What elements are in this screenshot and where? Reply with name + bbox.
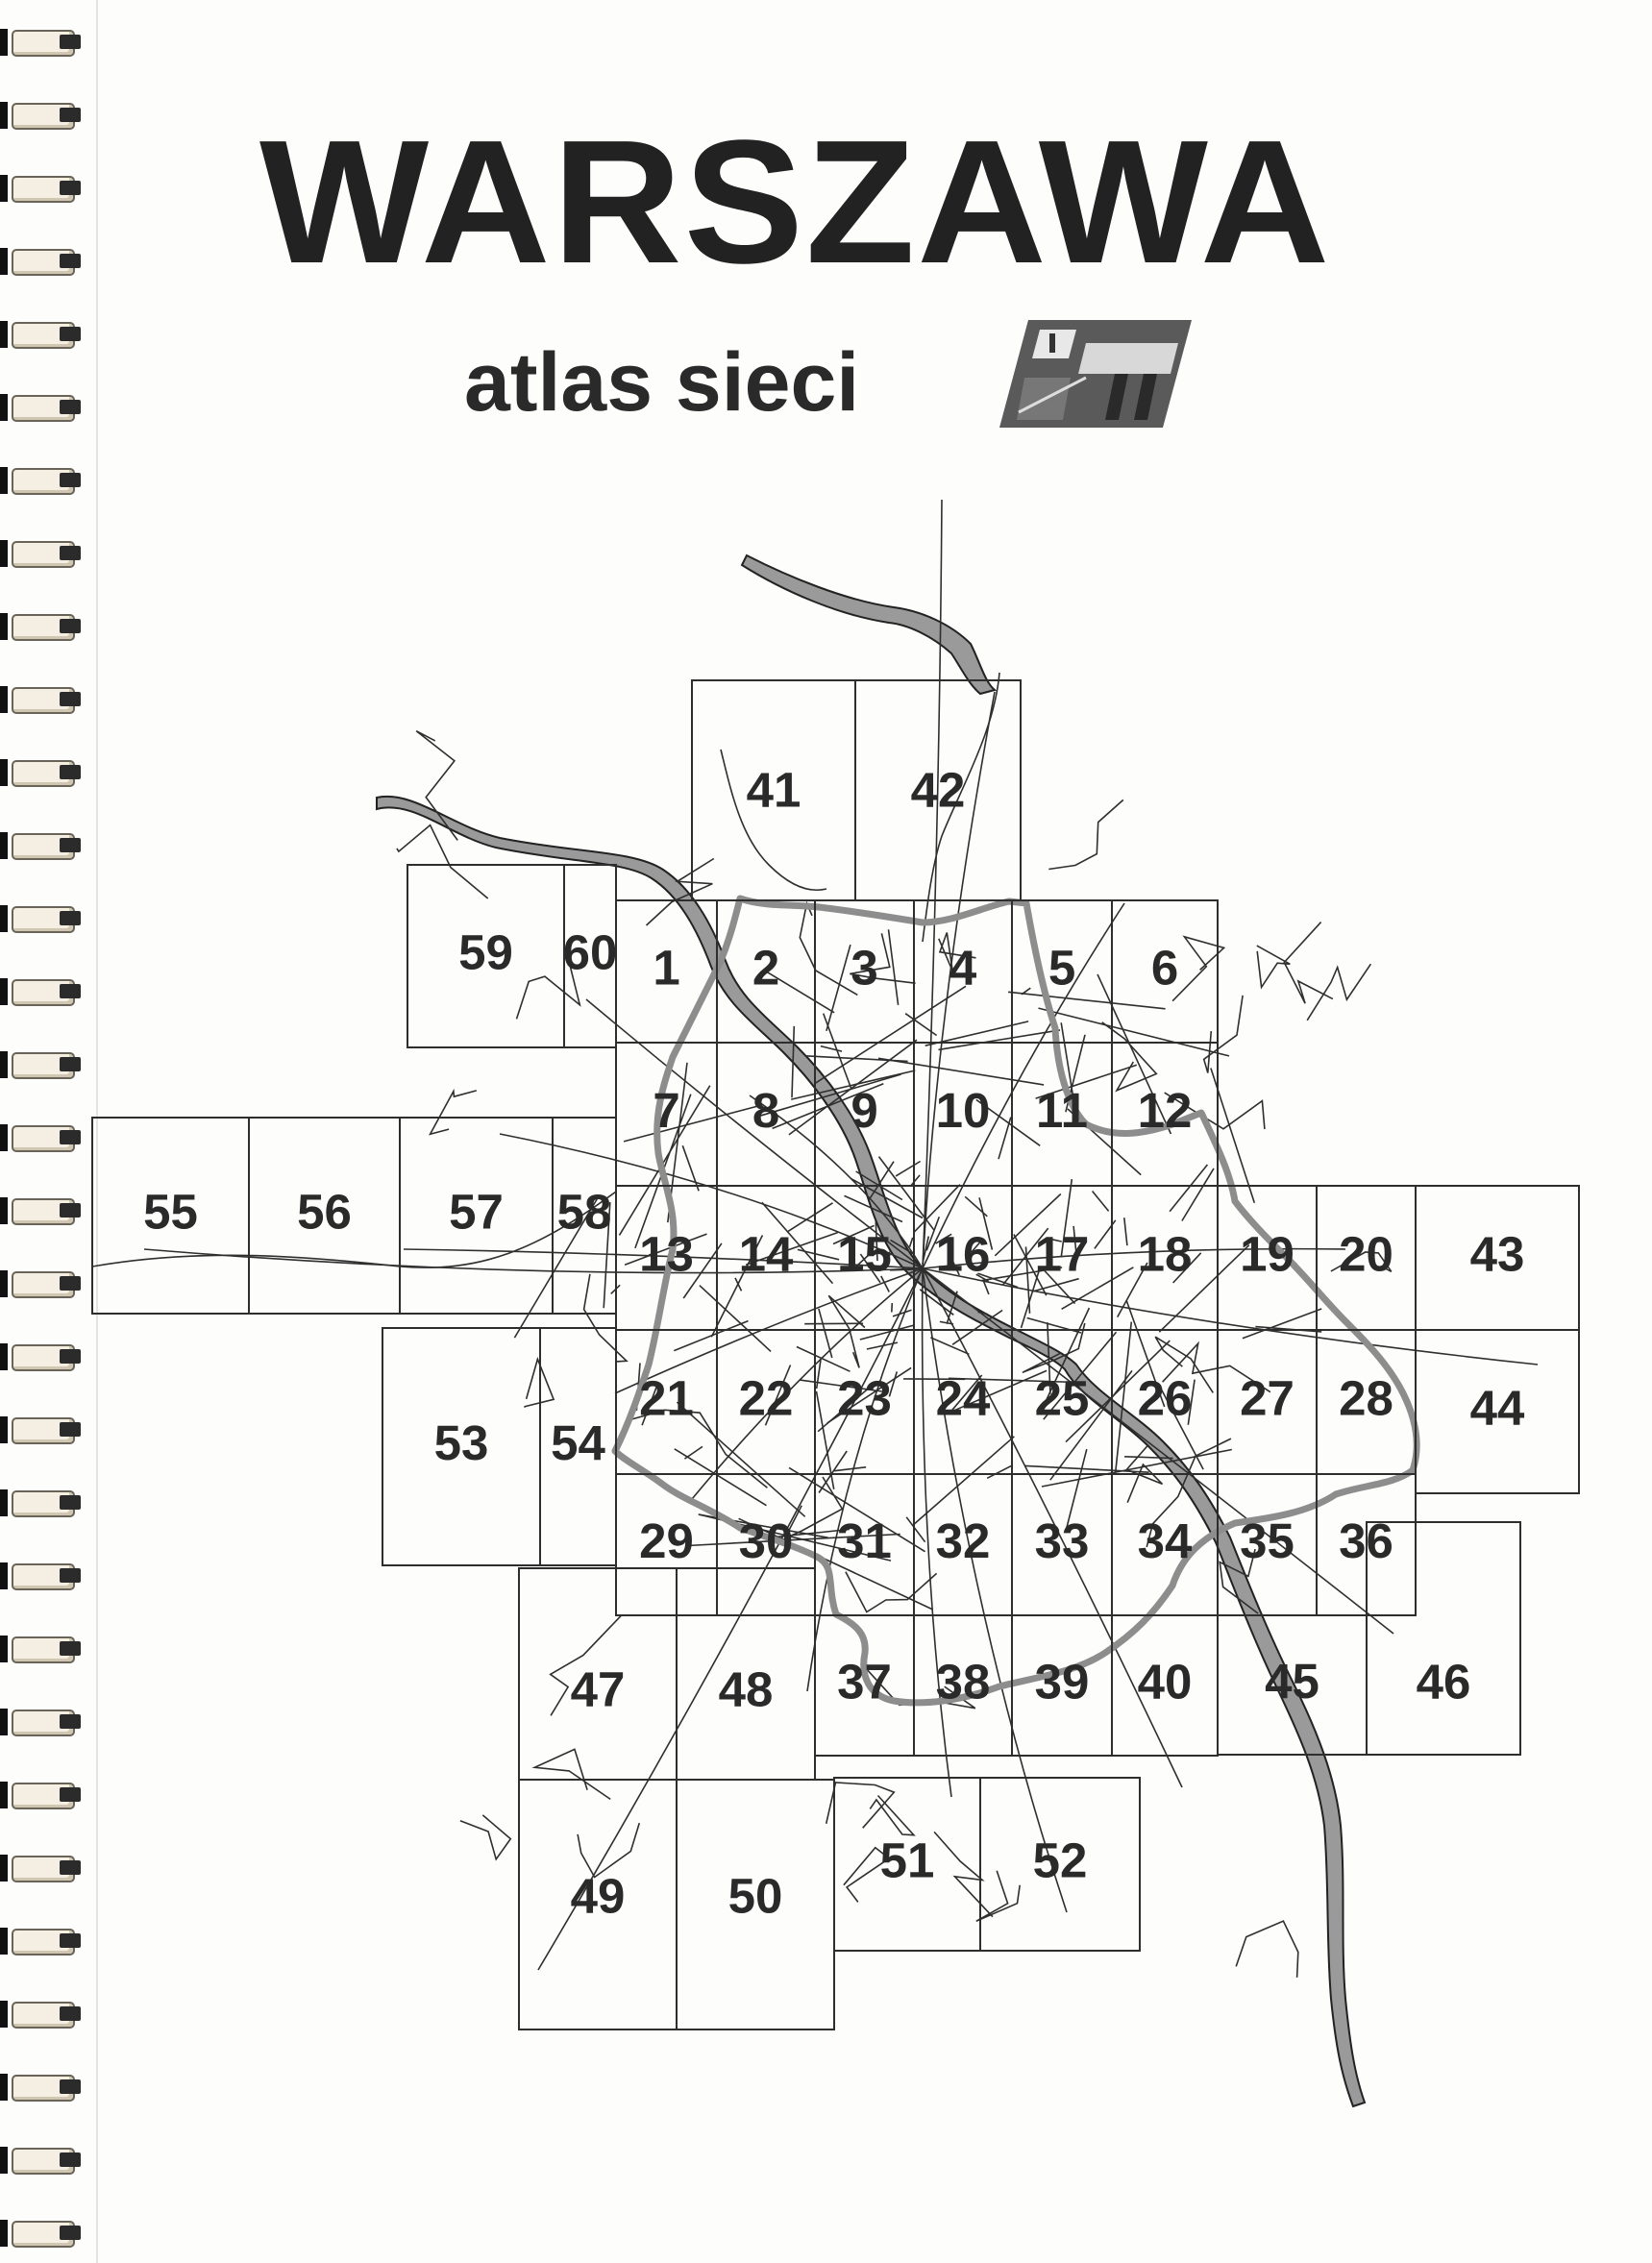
sheet-label: 42 [910, 762, 966, 818]
atlas-title: WARSZAWA [259, 103, 1332, 300]
sheet-label: 22 [738, 1370, 794, 1426]
road-segment [1093, 1192, 1109, 1212]
sheet-label: 37 [837, 1654, 892, 1710]
road-segment [923, 1268, 1538, 1365]
road-segment [525, 1359, 555, 1407]
sheet-label: 57 [449, 1184, 504, 1240]
road-segment [1257, 946, 1291, 987]
sheet-label: 52 [1032, 1833, 1088, 1888]
road-segment [431, 1091, 477, 1134]
sheet-label: 11 [1036, 1082, 1088, 1138]
sheet-label: 51 [879, 1833, 935, 1888]
road-segment [1243, 1309, 1321, 1339]
sheet-label: 59 [458, 924, 513, 980]
sheet-label: 47 [570, 1661, 626, 1717]
map-sheet-30[interactable] [717, 1474, 815, 1615]
sheet-label: 28 [1339, 1370, 1393, 1426]
road-segment [828, 1295, 865, 1367]
road-segment [460, 1815, 510, 1859]
sheet-label: 30 [738, 1513, 794, 1568]
map-sheet-51[interactable] [834, 1778, 980, 1951]
road-segment [910, 1238, 913, 1247]
map-sheet-49[interactable] [519, 1780, 677, 2029]
sheet-label: 8 [752, 1082, 780, 1138]
road-segment [892, 1303, 893, 1312]
road-segment [913, 1437, 1014, 1525]
sheet-label: 12 [1137, 1082, 1193, 1138]
map-sheet-52[interactable] [980, 1778, 1140, 1951]
sheet-label: 49 [570, 1868, 626, 1924]
sheet-label: 4 [949, 940, 977, 996]
map-sheet-55[interactable] [92, 1118, 249, 1314]
map-sheet-50[interactable] [677, 1780, 834, 2029]
sheet-label: 17 [1034, 1226, 1090, 1282]
map-sheet-19[interactable] [1218, 1186, 1317, 1330]
sheet-label: 29 [639, 1513, 694, 1568]
sheet-label: 56 [297, 1184, 352, 1240]
sheet-label: 27 [1240, 1370, 1294, 1426]
map-sheet-21[interactable] [616, 1330, 717, 1474]
road-segment [819, 1309, 832, 1358]
sheet-label: 54 [551, 1414, 605, 1470]
map-sheet-42[interactable] [855, 680, 1021, 900]
sheet-label: 41 [746, 762, 801, 818]
road-segment [817, 1360, 821, 1389]
boundary-line [615, 898, 1417, 1703]
sheet-label: 32 [935, 1513, 991, 1568]
sheet-label: 50 [727, 1868, 783, 1924]
road-segment [893, 1310, 912, 1316]
map-sheet-53[interactable] [382, 1328, 540, 1565]
sheet-label: 46 [1416, 1654, 1471, 1710]
road-segment [846, 1572, 937, 1612]
road-segment [1008, 992, 1166, 1009]
road-segment [906, 1517, 925, 1542]
sheet-label: 5 [1048, 940, 1076, 996]
sheet-label: 3 [851, 940, 878, 996]
sheet-label: 9 [851, 1082, 878, 1138]
sheet-label: 25 [1034, 1370, 1090, 1426]
sheet-label: 21 [639, 1370, 694, 1426]
map-sheet-44[interactable] [1416, 1330, 1579, 1493]
road-segment [684, 1446, 703, 1459]
sheet-label: 35 [1240, 1513, 1294, 1568]
road-segment [1172, 937, 1224, 1001]
sheet-label: 20 [1339, 1226, 1393, 1282]
atlas-subtitle: atlas sieci [464, 336, 860, 429]
sheet-label: 38 [935, 1654, 991, 1710]
sheet-label: 1 [653, 940, 680, 996]
road-segment [1124, 1218, 1127, 1245]
road-segment [834, 1467, 866, 1471]
road-segment [890, 1269, 917, 1270]
sheet-label: 6 [1150, 940, 1179, 996]
road-segment [674, 1321, 748, 1351]
sheet-label: 23 [837, 1370, 892, 1426]
sheet-label: 31 [837, 1513, 892, 1568]
sheet-label: 33 [1034, 1513, 1090, 1568]
map-sheet-60[interactable] [563, 865, 618, 1047]
road-segment [923, 1268, 1067, 1912]
road-segment [1307, 964, 1370, 1021]
road-segment [870, 1796, 914, 1835]
map-sheet-45[interactable] [1218, 1615, 1367, 1755]
road-segment [797, 1347, 851, 1372]
sheet-label: 60 [562, 924, 618, 980]
road-segment [1048, 799, 1123, 869]
sheet-label: 7 [653, 1082, 680, 1138]
road-segment [911, 1175, 920, 1186]
road-segment [1102, 1022, 1157, 1091]
map-sheet-54[interactable] [540, 1328, 616, 1565]
map-sheet-47[interactable] [519, 1568, 677, 1780]
sheet-label: 18 [1137, 1226, 1193, 1282]
map-sheet-59[interactable] [407, 865, 564, 1047]
river-narew [742, 555, 995, 694]
sheet-label: 36 [1339, 1513, 1393, 1568]
road-segment [934, 1832, 993, 1916]
road-segment [976, 1871, 1020, 1922]
sheet-label: 13 [639, 1226, 694, 1282]
sheet-label: 15 [837, 1226, 892, 1282]
sheet-label: 16 [935, 1226, 991, 1282]
map-sheet-56[interactable] [249, 1118, 400, 1314]
map-sheet-57[interactable] [400, 1118, 553, 1314]
sheet-label: 26 [1137, 1370, 1193, 1426]
sheet-label: 34 [1137, 1513, 1193, 1568]
city-boundary [615, 898, 1417, 1703]
sheet-label: 2 [752, 940, 780, 996]
sheet-label: 40 [1137, 1654, 1193, 1710]
sheet-label: 48 [718, 1661, 774, 1717]
road-segment [821, 1046, 842, 1052]
road-segment [896, 1162, 921, 1176]
sheet-label: 19 [1240, 1226, 1294, 1282]
road-segment [1116, 1322, 1132, 1473]
map-sheet-33[interactable] [1012, 1474, 1112, 1615]
sheet-label: 53 [433, 1414, 489, 1470]
sheet-grid [92, 680, 1579, 2029]
road-segment [534, 1749, 610, 1799]
road-segment [878, 1058, 1044, 1085]
map-sheet-41[interactable] [692, 680, 855, 900]
map-sheet-28[interactable] [1317, 1330, 1416, 1474]
road-segment [987, 1465, 1013, 1479]
sheet-label: 45 [1265, 1653, 1319, 1709]
map-sheet-43[interactable] [1416, 1186, 1579, 1330]
map-sheet-39[interactable] [1012, 1615, 1112, 1756]
sheet-label: 10 [935, 1082, 991, 1138]
map-sheet-27[interactable] [1218, 1330, 1317, 1474]
road-segment [826, 1783, 895, 1828]
sheet-label: 43 [1469, 1226, 1525, 1282]
sheet-label: 14 [738, 1226, 794, 1282]
road-segment [682, 1145, 699, 1191]
sheet-label: 58 [556, 1184, 612, 1240]
road-segment [1204, 996, 1243, 1073]
sheet-label: 24 [935, 1370, 991, 1426]
sheet-label: 55 [143, 1184, 198, 1240]
sheet-label: 39 [1034, 1654, 1090, 1710]
road-segment [1236, 1921, 1298, 1978]
map-sheet-48[interactable] [677, 1568, 815, 1780]
road-segment [965, 1196, 987, 1217]
road-segment [826, 945, 851, 1031]
sheet-label: 44 [1469, 1380, 1525, 1436]
